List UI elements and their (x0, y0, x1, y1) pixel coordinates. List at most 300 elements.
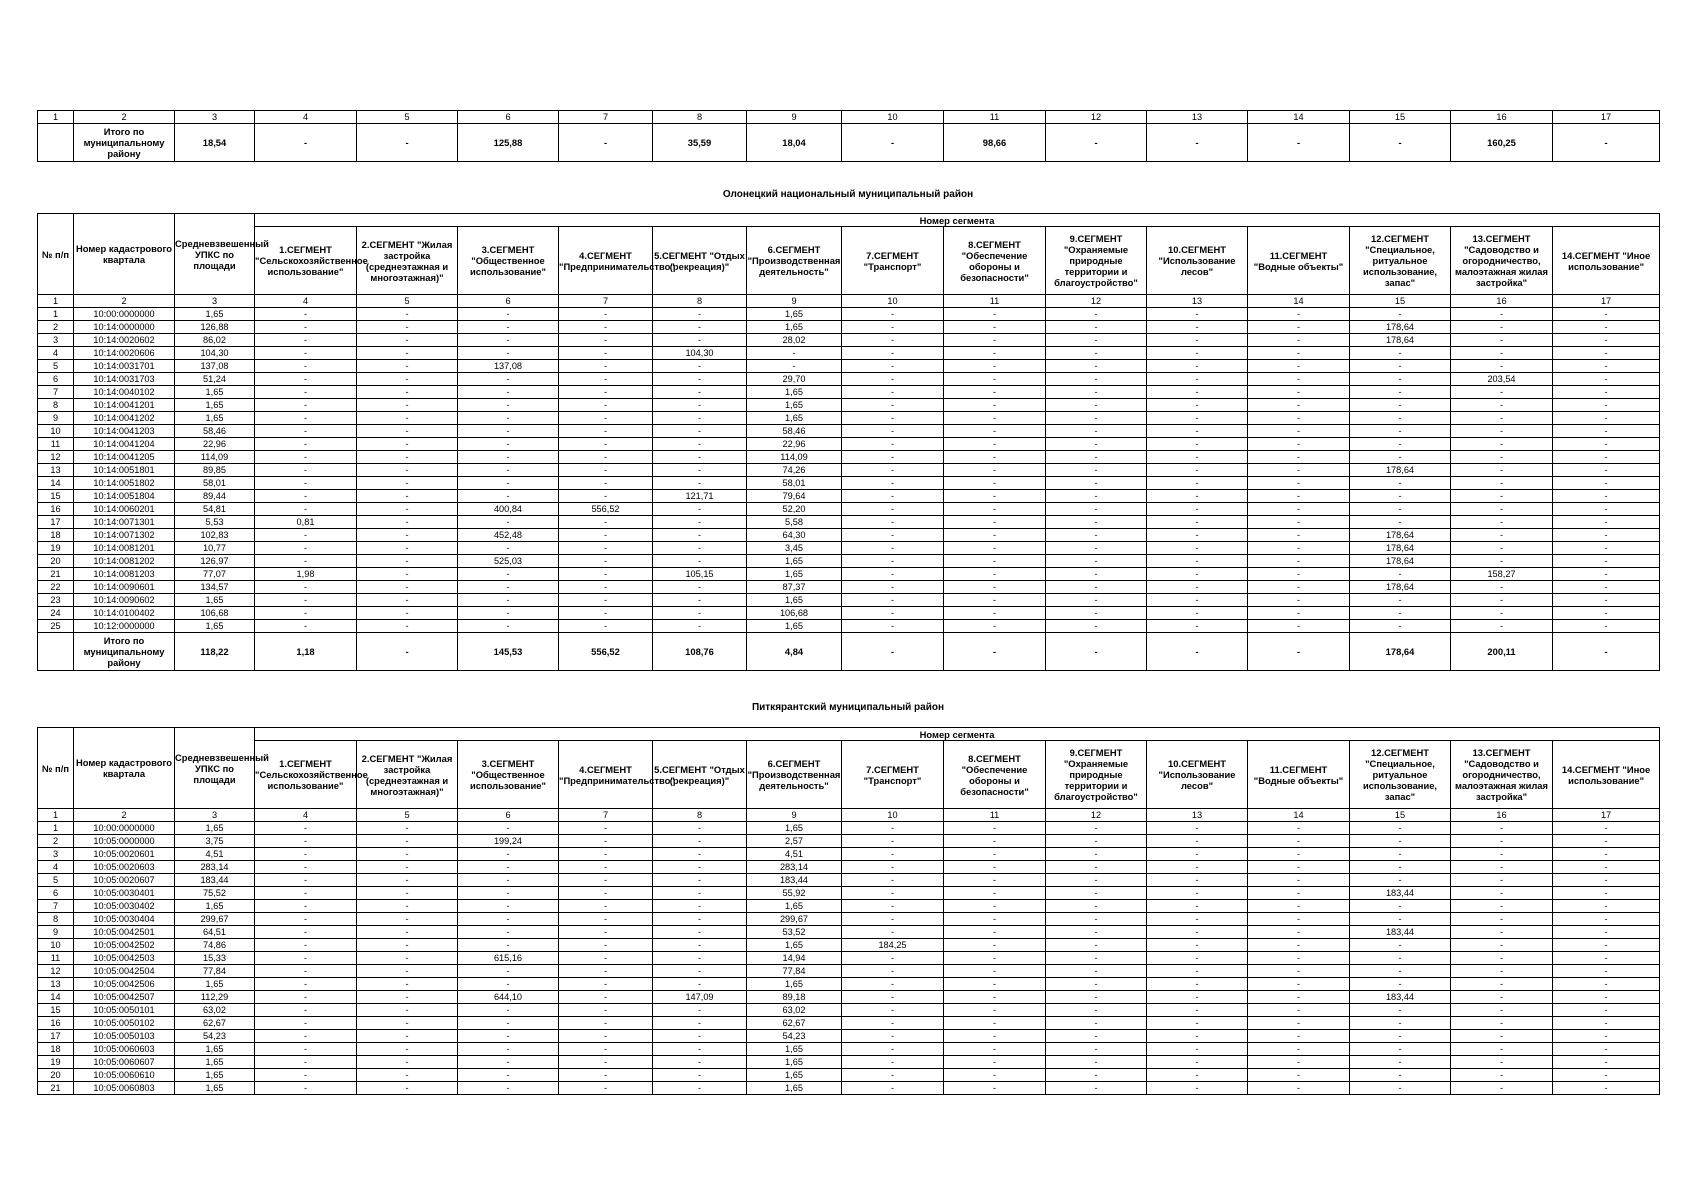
table-cell: - (357, 939, 458, 952)
table-cell: - (842, 308, 944, 321)
table-cell: - (255, 308, 357, 321)
table-cell: - (1147, 490, 1248, 503)
table-cell: - (559, 874, 653, 887)
table-cell: - (944, 1082, 1046, 1095)
table-cell: - (255, 607, 357, 620)
table-cell: 2,57 (747, 835, 842, 848)
table-cell: - (458, 1043, 559, 1056)
table-cell: - (1553, 1030, 1660, 1043)
table-cell: - (357, 124, 458, 162)
header-segment: 11.СЕГМЕНТ "Водные объекты" (1248, 227, 1350, 295)
table-cell: - (1553, 861, 1660, 874)
table-row (38, 438, 1660, 451)
table-cell: - (255, 1017, 357, 1030)
table-cell: - (653, 412, 747, 425)
table-cell: - (458, 438, 559, 451)
header-segment: 10.СЕГМЕНТ "Использование лесов" (1147, 741, 1248, 809)
table-cell: 10:14:0081202 (74, 555, 175, 568)
table-cell: 58,46 (175, 425, 255, 438)
table-cell: 1,65 (175, 1069, 255, 1082)
table-cell: - (653, 978, 747, 991)
table-cell: - (357, 308, 458, 321)
table-cell: - (653, 822, 747, 835)
table-cell: - (944, 412, 1046, 425)
table-cell: - (1553, 1069, 1660, 1082)
table-cell: - (1147, 555, 1248, 568)
table-cell: - (255, 451, 357, 464)
table-cell: 14 (38, 477, 74, 490)
table-cell: 1,65 (175, 822, 255, 835)
table-cell: - (1046, 490, 1147, 503)
table-cell: - (1046, 939, 1147, 952)
table-cell: - (1350, 978, 1451, 991)
table-cell: - (1046, 477, 1147, 490)
table-cell: - (842, 373, 944, 386)
table-cell: 22,96 (175, 438, 255, 451)
column-number: 8 (653, 295, 747, 308)
table-cell: - (842, 425, 944, 438)
table-cell: - (1147, 386, 1248, 399)
table-cell: - (1147, 978, 1248, 991)
table-cell: - (559, 412, 653, 425)
table-cell: - (1553, 334, 1660, 347)
table-cell: - (653, 477, 747, 490)
table-cell: - (1147, 1082, 1248, 1095)
table-cell: 62,67 (175, 1017, 255, 1030)
table-cell: - (842, 835, 944, 848)
table-cell: - (1147, 334, 1248, 347)
table-cell: - (1147, 965, 1248, 978)
table-cell: - (559, 360, 653, 373)
table-cell: - (255, 978, 357, 991)
table-cell: - (653, 887, 747, 900)
table-cell: 147,09 (653, 991, 747, 1004)
table-cell: - (1147, 1004, 1248, 1017)
top-continuation-table (37, 110, 1660, 162)
table-cell: 10:14:0041204 (74, 438, 175, 451)
table-cell: - (559, 425, 653, 438)
table-cell: - (1553, 451, 1660, 464)
table-cell: 183,44 (747, 874, 842, 887)
table-cell: 54,23 (747, 1030, 842, 1043)
table-cell: - (255, 124, 357, 162)
table-cell: - (255, 952, 357, 965)
table-cell: - (1350, 568, 1451, 581)
table-cell: - (559, 620, 653, 633)
table-cell: - (1147, 568, 1248, 581)
table-cell: 86,02 (175, 334, 255, 347)
table-cell: 10:05:0030404 (74, 913, 175, 926)
table-cell: - (1046, 334, 1147, 347)
table-cell: - (1046, 464, 1147, 477)
table-cell: 15 (1350, 111, 1451, 124)
table-cell: - (1350, 1056, 1451, 1069)
table-cell: 1,65 (747, 308, 842, 321)
table-cell: - (458, 594, 559, 607)
table-cell: - (1553, 913, 1660, 926)
table-cell: - (1147, 124, 1248, 162)
table-cell: - (944, 1004, 1046, 1017)
table-cell: - (559, 1056, 653, 1069)
table-cell: - (1046, 308, 1147, 321)
table-cell: 178,64 (1350, 321, 1451, 334)
table-cell: - (1147, 399, 1248, 412)
table-cell: - (944, 477, 1046, 490)
table-cell: - (357, 594, 458, 607)
table-cell: - (357, 835, 458, 848)
table-cell: 17 (1553, 111, 1660, 124)
table-cell: 3,75 (175, 835, 255, 848)
table-cell: - (944, 529, 1046, 542)
column-number: 16 (1451, 295, 1553, 308)
table-cell: 137,08 (458, 360, 559, 373)
table-cell: 452,48 (458, 529, 559, 542)
table-cell: - (1248, 334, 1350, 347)
table-cell: 106,68 (175, 607, 255, 620)
table-cell: - (842, 633, 944, 671)
table-cell: - (1451, 542, 1553, 555)
table-cell: - (1350, 594, 1451, 607)
table-cell: - (1248, 124, 1350, 162)
table-cell: - (1451, 1082, 1553, 1095)
table-cell: - (653, 939, 747, 952)
table-cell: - (842, 848, 944, 861)
table-cell: - (1248, 386, 1350, 399)
table-cell: 3 (175, 111, 255, 124)
table-cell: 12 (1046, 111, 1147, 124)
table-cell: - (458, 386, 559, 399)
table-cell: - (653, 900, 747, 913)
table-cell: - (255, 900, 357, 913)
header-segment: 7.СЕГМЕНТ "Транспорт" (842, 227, 944, 295)
table-cell: - (357, 399, 458, 412)
column-number: 12 (1046, 295, 1147, 308)
table-cell: - (1147, 373, 1248, 386)
table-cell: - (653, 1082, 747, 1095)
table-cell: 1,65 (175, 412, 255, 425)
table-cell: - (1451, 926, 1553, 939)
column-number: 3 (175, 295, 255, 308)
table-cell: - (1451, 607, 1553, 620)
total-row (38, 124, 1660, 162)
table-cell: - (842, 913, 944, 926)
table-cell: - (357, 822, 458, 835)
table-cell: 299,67 (175, 913, 255, 926)
table-cell: 14 (38, 991, 74, 1004)
table-cell: - (944, 594, 1046, 607)
table-cell: - (559, 848, 653, 861)
table-cell: - (842, 900, 944, 913)
table-cell: - (255, 861, 357, 874)
table-cell: - (944, 1017, 1046, 1030)
table-cell: 1,65 (747, 386, 842, 399)
table-cell: 17 (38, 516, 74, 529)
table-cell: 10:05:0060603 (74, 1043, 175, 1056)
table-cell: 1,65 (747, 412, 842, 425)
table-cell: - (1147, 529, 1248, 542)
table-cell: - (1046, 412, 1147, 425)
table-cell: - (458, 425, 559, 438)
table-cell: - (1451, 874, 1553, 887)
table-cell: - (357, 555, 458, 568)
table-cell: - (357, 620, 458, 633)
table-cell: 4 (255, 111, 357, 124)
table-cell: - (1553, 516, 1660, 529)
table-cell: - (255, 1082, 357, 1095)
table-cell: 2 (74, 111, 175, 124)
table-cell: - (1147, 308, 1248, 321)
table-row (38, 913, 1660, 926)
table-cell: - (1350, 1043, 1451, 1056)
table-cell: - (842, 887, 944, 900)
table-cell: 299,67 (747, 913, 842, 926)
table-cell: - (255, 965, 357, 978)
table-cell: - (458, 607, 559, 620)
table-cell: - (1350, 477, 1451, 490)
column-number: 6 (458, 809, 559, 822)
table-cell: 8 (38, 399, 74, 412)
table-cell: - (1248, 438, 1350, 451)
table-cell: - (944, 347, 1046, 360)
table-cell: - (458, 334, 559, 347)
table-cell: - (747, 360, 842, 373)
table-cell: - (1046, 887, 1147, 900)
table-cell: - (1046, 965, 1147, 978)
header-segment: 2.СЕГМЕНТ "Жилая застройка (среднеэтажная и многоэтажная)" (357, 741, 458, 809)
table-cell: - (653, 451, 747, 464)
column-number: 4 (255, 809, 357, 822)
table-cell: 10:05:0060607 (74, 1056, 175, 1069)
table-cell: - (255, 438, 357, 451)
table-cell: 5 (38, 874, 74, 887)
table-cell: - (559, 334, 653, 347)
table-cell: - (458, 926, 559, 939)
table-cell: - (559, 1004, 653, 1017)
table-cell: - (1553, 464, 1660, 477)
table-cell: - (1248, 991, 1350, 1004)
table-cell: - (1147, 926, 1248, 939)
table-cell: - (357, 633, 458, 671)
table-cell: - (255, 529, 357, 542)
table-cell: 183,44 (1350, 926, 1451, 939)
table-cell: - (1147, 321, 1248, 334)
table-row (38, 399, 1660, 412)
table-cell: - (1451, 321, 1553, 334)
header-segment: 5.СЕГМЕНТ "Отдых (рекреация)" (653, 227, 747, 295)
table-cell: - (842, 124, 944, 162)
header-segment: 5.СЕГМЕНТ "Отдых (рекреация)" (653, 741, 747, 809)
table-cell: - (1147, 347, 1248, 360)
table-cell: - (1248, 464, 1350, 477)
column-number: 10 (842, 809, 944, 822)
table-cell: - (653, 594, 747, 607)
table-cell: - (357, 425, 458, 438)
table-cell: 10,77 (175, 542, 255, 555)
table-cell: - (1248, 978, 1350, 991)
table-cell: - (1451, 1017, 1553, 1030)
table-cell: - (357, 887, 458, 900)
table-cell (38, 124, 74, 162)
table-cell: 1,65 (175, 900, 255, 913)
table-cell: - (1350, 124, 1451, 162)
table-cell: - (1046, 848, 1147, 861)
table-cell: - (944, 438, 1046, 451)
header-segment: 9.СЕГМЕНТ "Охраняемые природные территории и благоустройство" (1046, 227, 1147, 295)
table-cell: 11 (944, 111, 1046, 124)
header-segment: 13.СЕГМЕНТ "Садоводство и огородничество, малоэтажная жилая застройка" (1451, 741, 1553, 809)
table-cell: 1,65 (747, 1082, 842, 1095)
table-cell: - (1553, 926, 1660, 939)
table-cell: - (1046, 542, 1147, 555)
table-cell: 98,66 (944, 124, 1046, 162)
table-row (38, 926, 1660, 939)
table-cell: 1,65 (747, 900, 842, 913)
table-cell: - (458, 1017, 559, 1030)
table-cell: 105,15 (653, 568, 747, 581)
table-cell: - (842, 347, 944, 360)
table-cell: - (458, 516, 559, 529)
table-cell: - (1248, 1030, 1350, 1043)
table-cell: - (357, 438, 458, 451)
table-cell: - (1553, 1017, 1660, 1030)
table-cell: 102,83 (175, 529, 255, 542)
table-cell: - (559, 1017, 653, 1030)
table-row (38, 952, 1660, 965)
table-cell: 14 (1248, 111, 1350, 124)
table-cell: - (1046, 913, 1147, 926)
table-cell: - (842, 1043, 944, 1056)
table-cell: 19 (38, 542, 74, 555)
table-cell: - (559, 594, 653, 607)
table-cell: 10:00:0000000 (74, 308, 175, 321)
table-cell: 89,18 (747, 991, 842, 1004)
table-cell: 58,01 (747, 477, 842, 490)
column-number: 12 (1046, 809, 1147, 822)
table-cell: - (1451, 555, 1553, 568)
table-cell: - (1553, 835, 1660, 848)
table-cell: - (1553, 568, 1660, 581)
table-cell: 16 (38, 1017, 74, 1030)
table-cell: - (1553, 874, 1660, 887)
table-cell: 283,14 (175, 861, 255, 874)
table-cell: - (1553, 887, 1660, 900)
table-cell: - (357, 542, 458, 555)
table-cell: 1,65 (747, 555, 842, 568)
table-cell (38, 633, 74, 671)
table-cell: - (1451, 848, 1553, 861)
table-cell: 615,16 (458, 952, 559, 965)
table-cell: - (842, 1030, 944, 1043)
column-number: 16 (1451, 809, 1553, 822)
table-cell: 126,97 (175, 555, 255, 568)
table-cell: - (1553, 633, 1660, 671)
table-cell: - (1046, 581, 1147, 594)
table-cell: - (944, 913, 1046, 926)
table-cell: 11 (38, 438, 74, 451)
table-cell: 158,27 (1451, 568, 1553, 581)
table-cell: - (559, 386, 653, 399)
table-cell: - (559, 568, 653, 581)
table-cell: - (944, 1069, 1046, 1082)
table-cell: - (653, 1030, 747, 1043)
table-cell: - (842, 1004, 944, 1017)
table-cell: - (559, 438, 653, 451)
table-cell: - (559, 399, 653, 412)
table-cell: - (1248, 542, 1350, 555)
table-cell: 9 (38, 412, 74, 425)
table-cell: - (1553, 978, 1660, 991)
table-cell: 17 (38, 1030, 74, 1043)
table-cell: 0,81 (255, 516, 357, 529)
table-cell: 6 (458, 111, 559, 124)
table-cell: - (1046, 620, 1147, 633)
header-segment: 1.СЕГМЕНТ "Сельскохозяйственное использование" (255, 227, 357, 295)
table-cell: - (944, 373, 1046, 386)
table-cell: - (653, 555, 747, 568)
table-cell: - (1248, 308, 1350, 321)
table-cell: 10:05:0042506 (74, 978, 175, 991)
table-cell: 18 (38, 1043, 74, 1056)
table-cell: - (357, 334, 458, 347)
table-cell: - (255, 887, 357, 900)
table-cell: 114,09 (175, 451, 255, 464)
table-cell: - (357, 568, 458, 581)
table-cell: - (559, 913, 653, 926)
table-cell: - (1451, 438, 1553, 451)
table-cell: 10:14:0041201 (74, 399, 175, 412)
table-cell: - (1147, 848, 1248, 861)
table-cell: - (357, 503, 458, 516)
table-cell: - (944, 620, 1046, 633)
table-cell: - (653, 542, 747, 555)
header-kadastr: Номер кадастрового квартала (74, 214, 175, 295)
header-segment: 4.СЕГМЕНТ "Предпринимательство" (559, 741, 653, 809)
table-cell: - (1046, 399, 1147, 412)
table-cell: - (1350, 438, 1451, 451)
table-cell: - (1451, 991, 1553, 1004)
table-row (38, 503, 1660, 516)
table-cell: - (1451, 620, 1553, 633)
table-row (38, 412, 1660, 425)
table-cell: - (944, 516, 1046, 529)
table-cell: 1,65 (175, 1043, 255, 1056)
table-cell: - (357, 1004, 458, 1017)
table-cell: - (1248, 1056, 1350, 1069)
table-cell: - (1046, 594, 1147, 607)
table-row (38, 464, 1660, 477)
table-cell: - (1147, 1056, 1248, 1069)
table-cell: - (559, 939, 653, 952)
table-cell: - (944, 334, 1046, 347)
table-cell: - (458, 939, 559, 952)
table-cell: - (944, 633, 1046, 671)
table-cell: - (559, 347, 653, 360)
table-cell: - (842, 1056, 944, 1069)
table-cell: - (653, 581, 747, 594)
table-cell: - (842, 952, 944, 965)
table-cell: - (458, 1030, 559, 1043)
table-cell: - (1147, 438, 1248, 451)
table-cell: 184,25 (842, 939, 944, 952)
table-cell: - (1248, 965, 1350, 978)
table-cell: 178,64 (1350, 529, 1451, 542)
table-cell: - (1046, 373, 1147, 386)
column-number: 9 (747, 295, 842, 308)
table-cell: - (1046, 1056, 1147, 1069)
table-cell: - (458, 1082, 559, 1095)
column-number: 17 (1553, 295, 1660, 308)
section-title-olonets: Олонецкий национальный муниципальный район (722, 189, 974, 200)
